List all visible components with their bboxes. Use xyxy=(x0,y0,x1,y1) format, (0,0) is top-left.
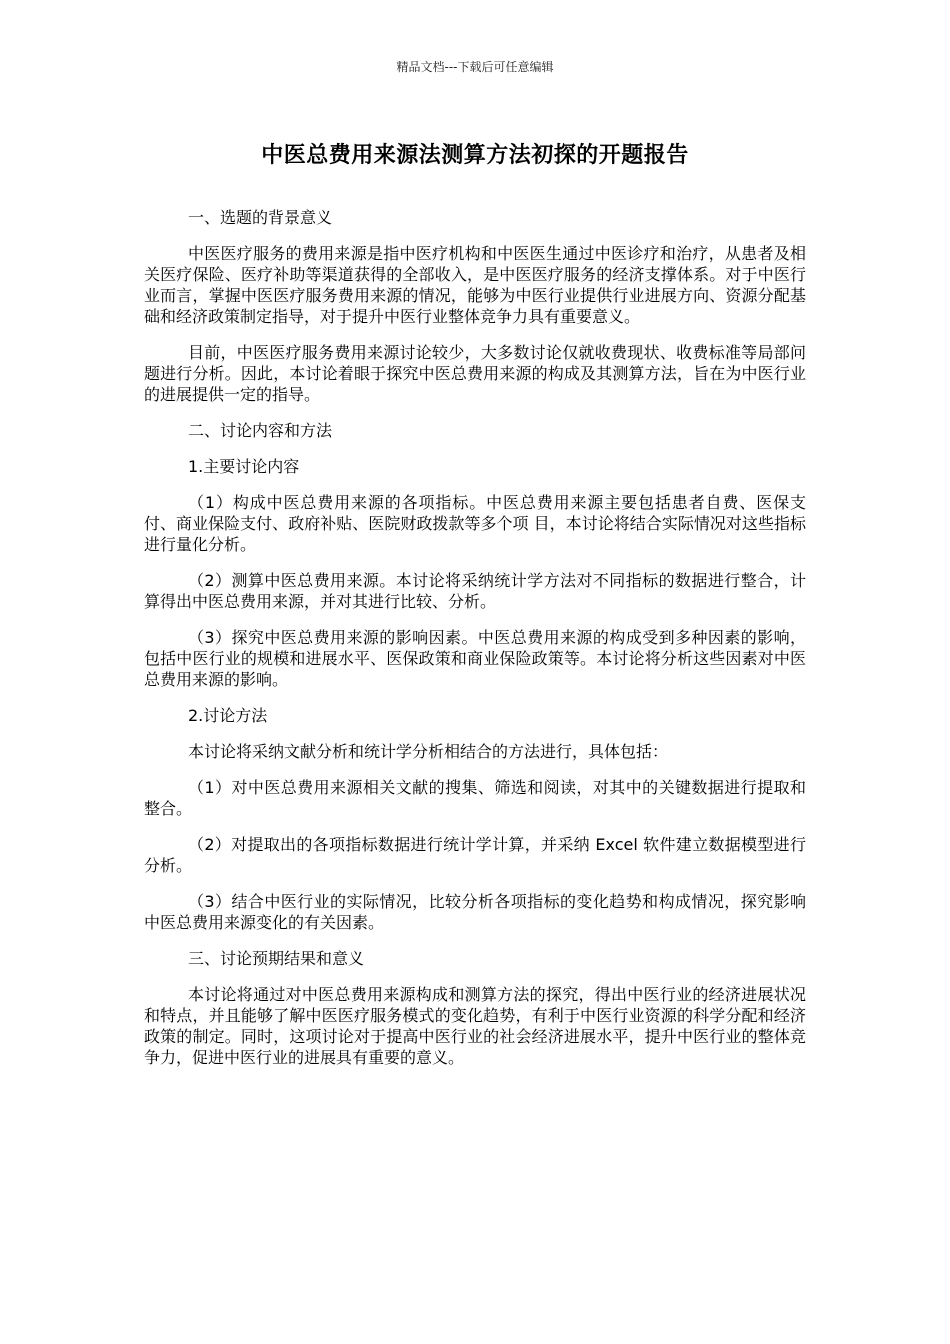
content-item-3: （3）探究中医总费用来源的影响因素。中医总费用来源的构成受到多种因素的影响，包括中医行业的规模和进展水平、医保政策和商业保险政策等。本讨论将分析这些因素对中医总费用来源的影响。 xyxy=(144,628,806,689)
content-item-1: （1）构成中医总费用来源的各项指标。中医总费用来源主要包括患者自费、医保支付、商业保险支付、政府补贴、医院财政拨款等多个项 目，本讨论将结合实际情况对这些指标进行量化分析。 xyxy=(144,493,806,554)
method-item-2: （2）对提取出的各项指标数据进行统计学计算，并采纳 Excel 软件建立数据模型进行分析。 xyxy=(144,835,806,875)
paragraph-background-2: 目前，中医医疗服务费用来源讨论较少，大多数讨论仅就收费现状、收费标准等局部问题进行分析。因此，本讨论着眼于探究中医总费用来源的构成及其测算方法，旨在为中医行业的进展提供一定的指导。 xyxy=(144,343,806,404)
paragraph-method-intro: 本讨论将采纳文献分析和统计学分析相结合的方法进行，具体包括： xyxy=(188,742,669,761)
method-item-3: （3）结合中医行业的实际情况，比较分析各项指标的变化趋势和构成情况，探究影响中医总费用来源变化的有关因素。 xyxy=(144,892,806,932)
page-header: 精品文档---下载后可任意编辑 xyxy=(396,60,554,74)
section-heading-content-method: 二、讨论内容和方法 xyxy=(188,421,333,440)
subheading-main-content: 1.主要讨论内容 xyxy=(188,457,300,476)
section-heading-background: 一、选题的背景意义 xyxy=(188,208,333,227)
subheading-method: 2.讨论方法 xyxy=(188,706,268,725)
paragraph-expected-results: 本讨论将通过对中医总费用来源构成和测算方法的探究，得出中医行业的经济进展状况和特点，并且能够了解中医医疗服务模式的变化趋势，有利于中医行业资源的科学分配和经济政策的制定。同时，这项讨论对于提高中医行业的社会经济进展水平，提升中医行业的整体竞争力，促进中医行业的进展具有重要的意义。 xyxy=(144,985,806,1067)
method-item-1: （1）对中医总费用来源相关文献的搜集、筛选和阅读，对其中的关键数据进行提取和整合。 xyxy=(144,778,806,818)
document-title: 中医总费用来源法测算方法初探的开题报告 xyxy=(261,143,689,168)
document-body xyxy=(144,207,806,1083)
paragraph-background-1: 中医医疗服务的费用来源是指中医疗机构和中医医生通过中医诊疗和治疗，从患者及相关医疗保险、医疗补助等渠道获得的全部收入，是中医医疗服务的经济支撑体系。对于中医行业而言，掌握中医医疗服务费用来源的情况，能够为中医行业提供行业进展方向、资源分配基础和经济政策制定指导，对于提升中医行业整体竞争力具有重要意义。 xyxy=(144,244,806,326)
content-item-2: （2）测算中医总费用来源。本讨论将采纳统计学方法对不同指标的数据进行整合，计算得出中医总费用来源，并对其进行比较、分析。 xyxy=(144,571,806,611)
section-heading-expected-results: 三、讨论预期结果和意义 xyxy=(188,949,365,968)
